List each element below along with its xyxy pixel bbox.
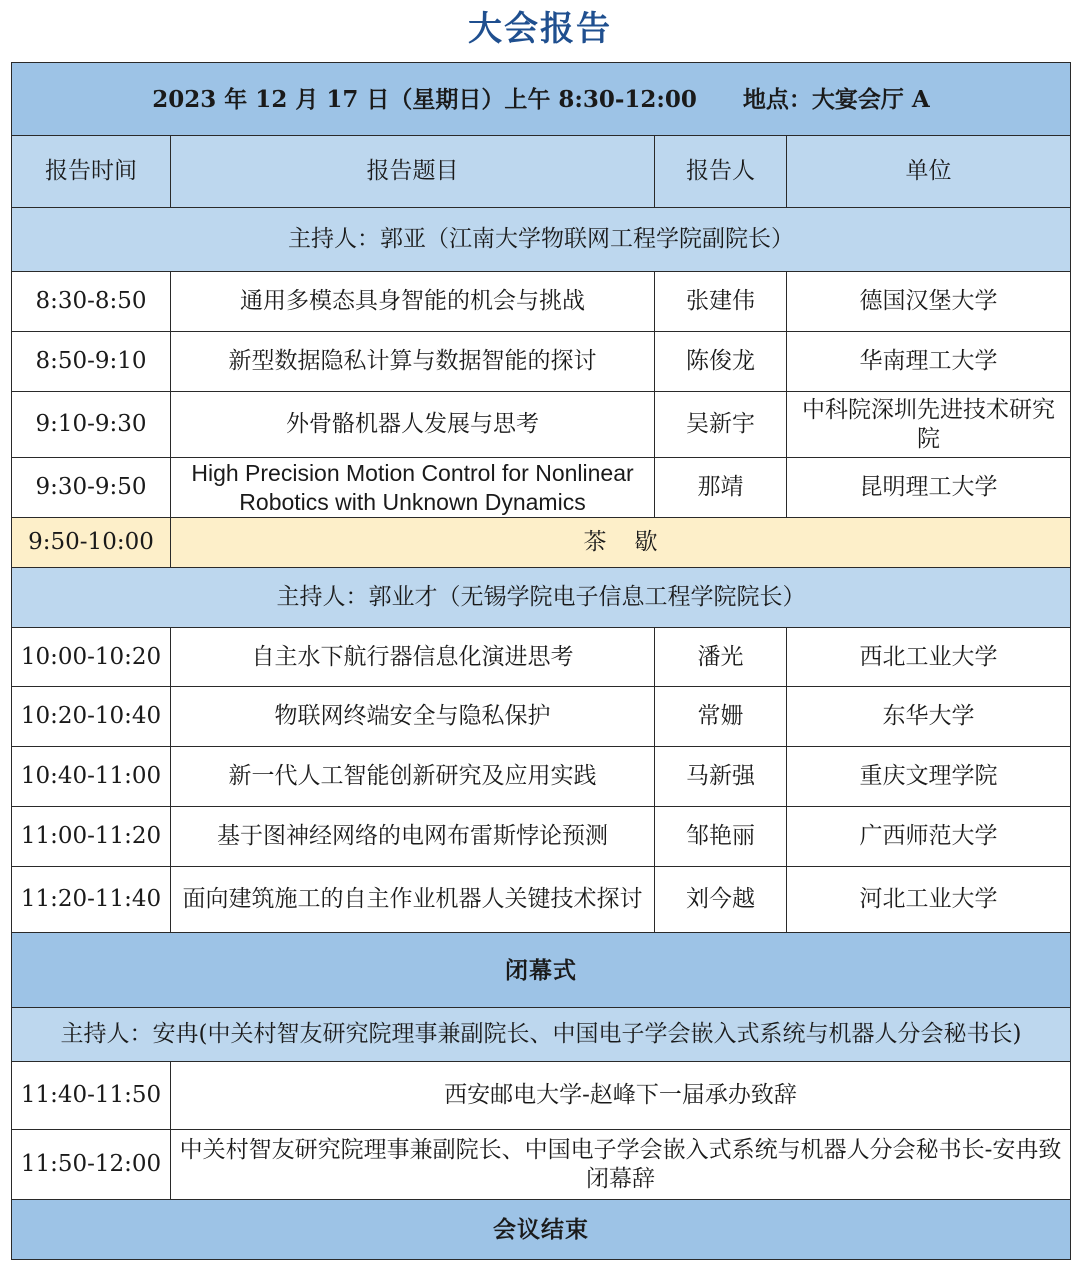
column-header-title: 报告题目 <box>171 136 655 208</box>
conference-date: 2023 年 12 月 17 日（星期日）上午 8:30-12:00 <box>152 85 697 113</box>
closing-item: 中关村智友研究院理事兼副院长、中国电子学会嵌入式系统与机器人分会秘书长-安冉致闭幕辞 <box>171 1130 1071 1200</box>
talk-speaker: 邹艳丽 <box>655 807 787 867</box>
closing-host: 主持人：安冉(中关村智友研究院理事兼副院长、中国电子学会嵌入式系统与机器人分会秘书长) <box>12 1008 1071 1062</box>
talk-title: 新一代人工智能创新研究及应用实践 <box>171 747 655 807</box>
tea-break-row <box>12 518 1071 568</box>
table-row <box>12 628 1071 687</box>
talk-speaker: 那靖 <box>655 458 787 518</box>
talk-title: 通用多模态具身智能的机会与挑战 <box>171 272 655 332</box>
conference-location: 地点：大宴会厅 A <box>742 85 930 113</box>
talk-org: 重庆文理学院 <box>787 747 1071 807</box>
talk-org: 西北工业大学 <box>787 628 1071 687</box>
column-header-org: 单位 <box>787 136 1071 208</box>
talk-org: 广西师范大学 <box>787 807 1071 867</box>
table-row <box>12 687 1071 747</box>
break-time: 9:50-10:00 <box>12 518 171 568</box>
schedule-table <box>11 62 1071 1260</box>
closing-time: 11:50-12:00 <box>12 1130 171 1200</box>
talk-time: 10:20-10:40 <box>12 687 171 747</box>
talk-org: 昆明理工大学 <box>787 458 1071 518</box>
talk-time: 8:30-8:50 <box>12 272 171 332</box>
talk-time: 11:20-11:40 <box>12 867 171 933</box>
talk-title: 物联网终端安全与隐私保护 <box>171 687 655 747</box>
talk-title: 新型数据隐私计算与数据智能的探讨 <box>171 332 655 392</box>
session2-host: 主持人：郭业才（无锡学院电子信息工程学院院长） <box>12 568 1071 628</box>
meeting-end-label: 会议结束 <box>12 1200 1071 1260</box>
closing-title-row <box>12 933 1071 1008</box>
talk-org: 东华大学 <box>787 687 1071 747</box>
talk-time: 9:30-9:50 <box>12 458 171 518</box>
talk-speaker: 潘光 <box>655 628 787 687</box>
talk-time: 11:00-11:20 <box>12 807 171 867</box>
table-row <box>12 272 1071 332</box>
end-row <box>12 1200 1071 1260</box>
talk-org: 中科院深圳先进技术研究院 <box>787 392 1071 458</box>
closing-host-row <box>12 1008 1071 1062</box>
talk-speaker: 常姗 <box>655 687 787 747</box>
talk-org: 华南理工大学 <box>787 332 1071 392</box>
closing-title: 闭幕式 <box>12 933 1071 1008</box>
table-row <box>12 1062 1071 1130</box>
talk-speaker: 陈俊龙 <box>655 332 787 392</box>
table-row <box>12 867 1071 933</box>
session2-host-row <box>12 568 1071 628</box>
talk-time: 9:10-9:30 <box>12 392 171 458</box>
talk-speaker: 吴新宇 <box>655 392 787 458</box>
table-row <box>12 392 1071 458</box>
session1-host: 主持人：郭亚（江南大学物联网工程学院副院长） <box>12 208 1071 272</box>
table-row <box>12 747 1071 807</box>
talk-time: 10:40-11:00 <box>12 747 171 807</box>
talk-time: 8:50-9:10 <box>12 332 171 392</box>
talk-speaker: 刘今越 <box>655 867 787 933</box>
column-header-speaker: 报告人 <box>655 136 787 208</box>
date-location-row <box>12 63 1071 136</box>
talk-time: 10:00-10:20 <box>12 628 171 687</box>
talk-title: 基于图神经网络的电网布雷斯悖论预测 <box>171 807 655 867</box>
column-header-time: 报告时间 <box>12 136 171 208</box>
talk-title: 面向建筑施工的自主作业机器人关键技术探讨 <box>171 867 655 933</box>
table-row <box>12 807 1071 867</box>
table-row <box>12 458 1071 518</box>
talk-org: 德国汉堡大学 <box>787 272 1071 332</box>
table-row <box>12 1130 1071 1200</box>
date-location-cell <box>12 63 1071 136</box>
page-title: 大会报告 <box>468 9 612 49</box>
closing-item: 西安邮电大学-赵峰下一届承办致辞 <box>171 1062 1071 1130</box>
talk-title: 自主水下航行器信息化演进思考 <box>171 628 655 687</box>
talk-title: High Precision Motion Control for Nonlinear Robotics with Unknown Dynamics <box>171 458 655 518</box>
talk-speaker: 马新强 <box>655 747 787 807</box>
table-row <box>12 332 1071 392</box>
talk-speaker: 张建伟 <box>655 272 787 332</box>
talk-org: 河北工业大学 <box>787 867 1071 933</box>
talk-title: 外骨骼机器人发展与思考 <box>171 392 655 458</box>
session1-host-row <box>12 208 1071 272</box>
break-label: 茶歇 <box>171 518 1071 568</box>
closing-time: 11:40-11:50 <box>12 1062 171 1130</box>
column-header-row <box>12 136 1071 208</box>
